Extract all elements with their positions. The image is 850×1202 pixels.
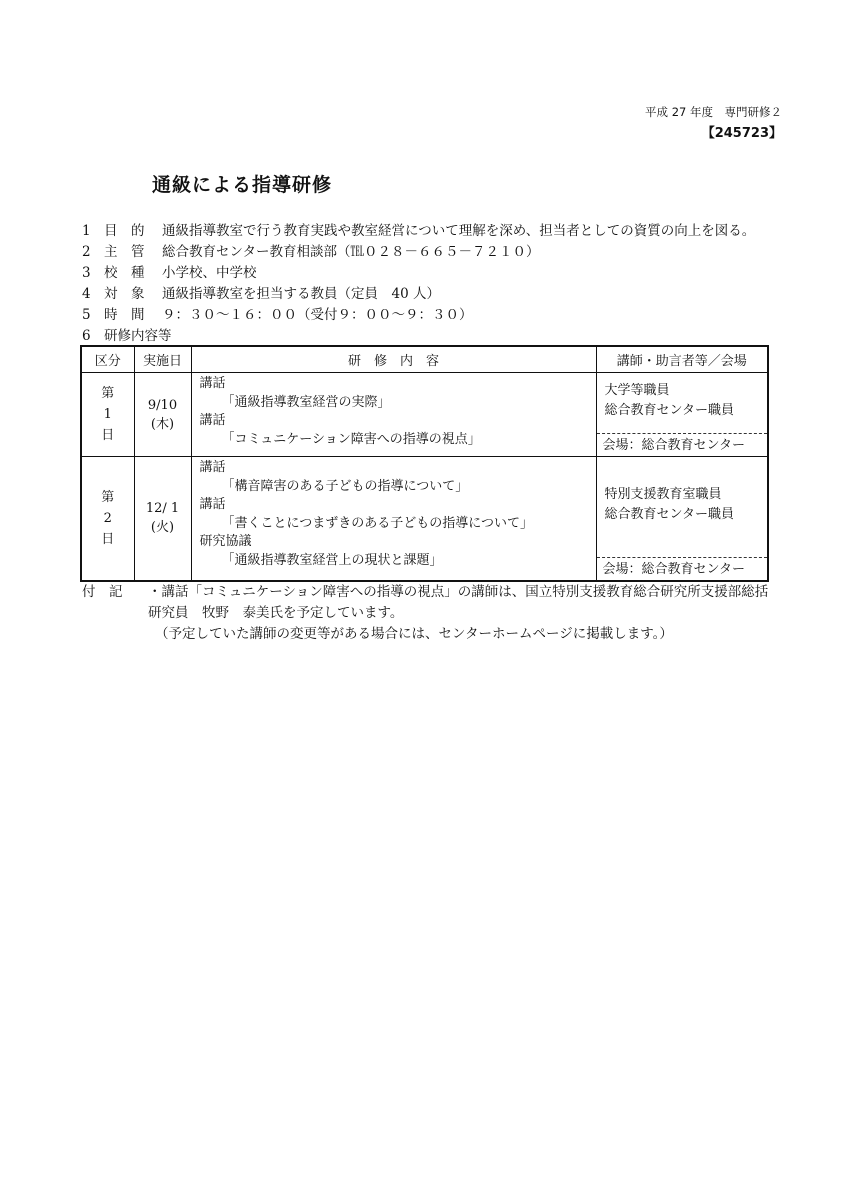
header-date: 実施日 [134,346,191,373]
table-header-row [81,346,768,373]
info-label: 目 的 [104,223,145,239]
info-target [82,284,782,305]
venue: 会場：総合教育センター [597,557,768,580]
session-type: 講話 [199,497,226,512]
info-text: 小学校、中学校 [162,265,257,281]
info-label: 研修内容等 [104,328,172,344]
info-number: 5 [82,307,91,323]
date-value: 9/10 [147,397,178,413]
instructor: 大学等職員 [604,383,670,398]
page-title: 通級による指導研修 [152,174,333,196]
course-code: 【245723】 [701,126,782,141]
info-school-type [82,263,782,284]
weekday: (火) [150,520,175,536]
session-type: 講話 [199,376,226,391]
program-table [80,345,769,582]
info-text: ９：３０～１６：００（受付９：００～９：３０） [162,307,473,323]
table-row [81,373,768,457]
info-purpose [82,221,782,242]
info-number: 3 [82,265,91,281]
instructor: 総合教育センター職員 [604,507,734,522]
note-text: ・講話「コミュニケーション障害への指導の視点」の講師は、国立特別支援教育総合研究所支援部総括 [148,584,769,600]
day-char: 日 [101,531,115,547]
session-title: 「通級指導教室経営の実際」 [221,394,391,410]
weekday: (木) [150,416,175,432]
date-value: 12/ 1 [145,501,180,517]
instructor-cell [596,457,768,581]
info-organizer [82,242,782,263]
content-cell [191,373,596,457]
day-char: 第 [101,489,115,505]
info-content-heading [82,326,782,347]
note-text: （予定していた講師の変更等がある場合には、センターホームページに掲載します。） [155,626,673,642]
training-category: 平成 27 年度 専門研修２ [645,105,782,119]
info-text: 総合教育センター教育相談部（℡０２８－６６５－７２１０） [162,244,540,260]
header-instructor: 講師・助言者等／会場 [596,346,768,373]
note-text: 研究員 牧野 泰美氏を予定しています。 [148,605,404,621]
day-char: 第 [101,386,115,401]
info-label: 時 間 [104,307,145,323]
day-char: 日 [101,428,115,443]
session-type: 講話 [199,413,226,428]
day-cell [81,457,134,581]
table-row [81,457,768,581]
info-text: 通級指導教室を担当する教員（定員 40 人） [162,286,440,302]
instructor-cell [596,373,768,457]
instructor: 特別支援教育室職員 [604,487,722,502]
date-cell [134,373,191,457]
info-text: 通級指導教室で行う教育実践や教室経営について理解を深め、担当者としての資質の向上を図る。 [162,223,756,239]
info-number: 2 [82,244,91,260]
info-time [82,305,782,326]
session-type: 講話 [199,460,226,475]
header-content: 研 修 内 容 [191,346,596,373]
info-number: 6 [82,328,91,344]
day-number: 1 [103,407,112,422]
session-type: 研究協議 [199,534,252,549]
day-number: 2 [103,510,112,526]
info-label: 主 管 [104,244,145,260]
session-title: 「通級指導教室経営上の現状と課題」 [221,552,443,568]
info-number: 4 [82,286,91,302]
session-title: 「書くことにつまずきのある子どもの指導について」 [221,515,533,531]
info-label: 校 種 [104,265,145,281]
date-cell [134,457,191,581]
content-cell [191,457,596,581]
info-number: 1 [82,223,91,239]
day-cell [81,373,134,457]
instructor: 総合教育センター職員 [604,403,734,418]
info-label: 対 象 [104,286,145,302]
note-label: 付 記 [82,584,123,600]
session-title: 「コミュニケーション障害への指導の視点」 [221,431,481,447]
header-category: 区分 [81,346,134,373]
venue: 会場：総合教育センター [597,433,768,456]
session-title: 「構音障害のある子どもの指導について」 [221,478,469,494]
